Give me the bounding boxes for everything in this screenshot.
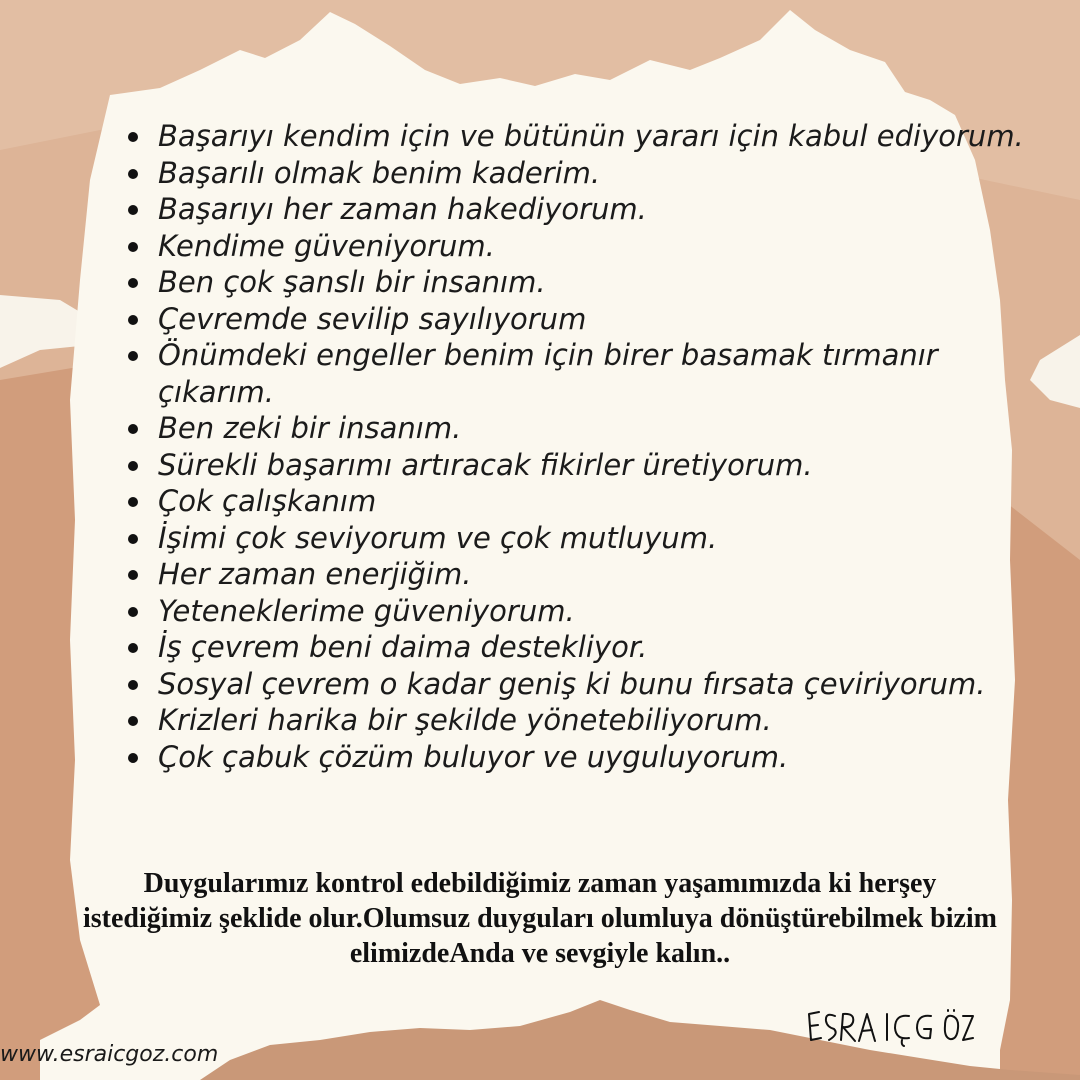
list-item: Çok çabuk çözüm buluyor ve uyguluyorum. — [158, 739, 1028, 776]
list-item: Krizleri harika bir şekilde yönetebiliyorum. — [158, 702, 1028, 739]
list-item: Kendime güveniyorum. — [158, 228, 1028, 265]
list-item: Önümdeki engeller benim için birer basamak tırmanır çıkarım. — [158, 337, 1028, 410]
closing-message: Duygularımız kontrol edebildiğimiz zaman yaşamımızda ki herşey istediğimiz şeklide olur.Olumsuz duyguları olumluya dönüştürebilmek bizim elimizdeAnda ve sevgiyle kalın.. — [82, 868, 998, 969]
website-url: www.esraicgoz.com — [0, 1042, 219, 1067]
list-item: Başarıyı kendim için ve bütünün yararı için kabul ediyorum. — [158, 118, 1028, 155]
signature-logo — [805, 1004, 975, 1048]
list-item: Sosyal çevrem o kadar geniş ki bunu fırsata çeviriyorum. — [158, 666, 1028, 703]
list-item: Yeteneklerime güveniyorum. — [158, 593, 1028, 630]
list-item: Çevremde sevilip sayılıyorum — [158, 301, 1028, 338]
list-item: Ben zeki bir insanım. — [158, 410, 1028, 447]
list-item: Sürekli başarımı artıracak fikirler üretiyorum. — [158, 447, 1028, 484]
affirmation-list — [120, 118, 1028, 775]
list-item: Ben çok şanslı bir insanım. — [158, 264, 1028, 301]
list-item: Başarılı olmak benim kaderim. — [158, 155, 1028, 192]
list-item: İşimi çok seviyorum ve çok mutluyum. — [158, 520, 1028, 557]
list-item: Başarıyı her zaman hakediyorum. — [158, 191, 1028, 228]
list-item: Her zaman enerjiğim. — [158, 556, 1028, 593]
list-item: İş çevrem beni daima destekliyor. — [158, 629, 1028, 666]
list-item: Çok çalışkanım — [158, 483, 1028, 520]
